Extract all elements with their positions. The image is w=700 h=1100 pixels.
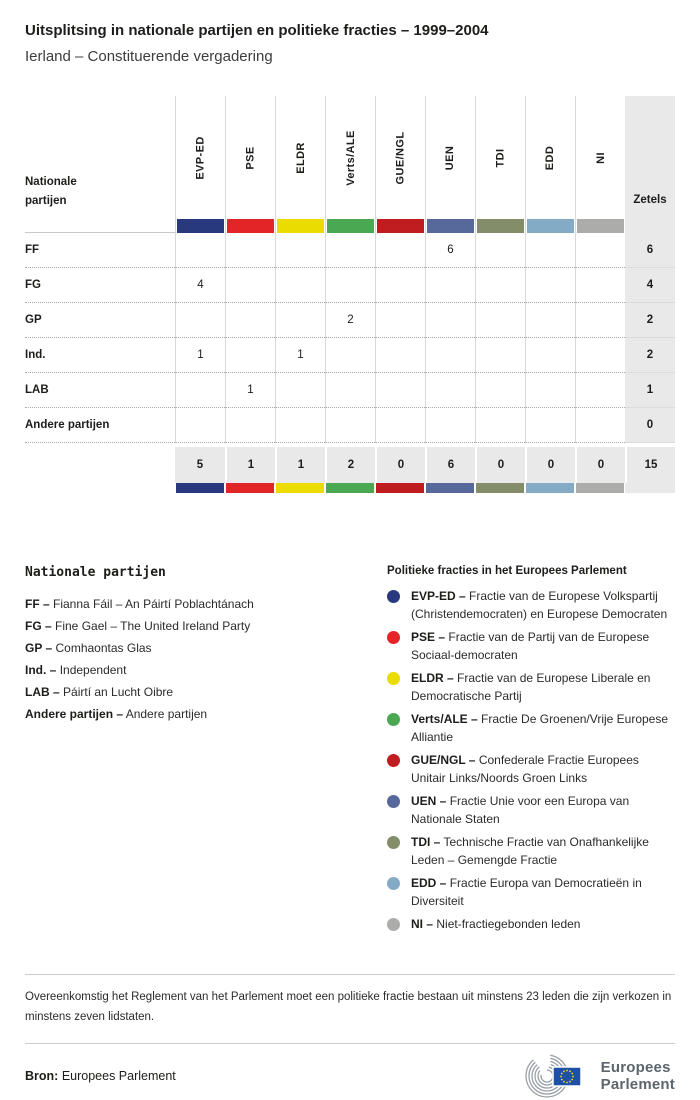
seats-cell: 2 xyxy=(625,303,675,338)
europees-parlement-logo xyxy=(513,1052,675,1100)
table-cell xyxy=(525,338,575,373)
row-header-cell xyxy=(25,96,175,219)
row-label: FG xyxy=(25,268,175,303)
table-cell xyxy=(425,268,475,303)
table-cell: 1 xyxy=(275,338,325,373)
legend-item-fg: FG – Fine Gael – The United Ireland Party xyxy=(25,619,251,633)
uen-dot-icon xyxy=(387,795,400,808)
logo-text: Europees Parlement xyxy=(600,1058,675,1093)
totals-seats-cell: 15 xyxy=(625,443,675,483)
table-cell xyxy=(525,373,575,408)
table-cell xyxy=(425,373,475,408)
ni-dot-icon xyxy=(387,918,400,931)
table-cell xyxy=(225,408,275,443)
table-cell xyxy=(325,338,375,373)
table-cell xyxy=(425,408,475,443)
table-cell: 4 xyxy=(175,268,225,303)
legend-item-ni: NI – Niet-fractiegebonden leden xyxy=(387,916,675,934)
color-bar-pse xyxy=(226,483,274,493)
divider xyxy=(25,1043,675,1044)
page-title: Uitsplitsing in nationale partijen en politieke fracties – 1999–2004 xyxy=(25,22,489,39)
table-cell xyxy=(225,268,275,303)
column-header-ni: NI xyxy=(575,96,625,219)
table-cell xyxy=(575,233,625,268)
row-header-label: Nationale partijen xyxy=(25,176,77,207)
totals-cell: 0 xyxy=(375,443,425,483)
color-bar-ni xyxy=(576,483,624,493)
legend-item-ind: Ind. – Independent xyxy=(25,663,127,677)
color-bar-gue-ngl xyxy=(376,483,424,493)
seats-table xyxy=(25,96,675,493)
column-header-gue-ngl: GUE/NGL xyxy=(375,96,425,219)
color-bar-uen xyxy=(427,219,474,233)
column-header-verts-ale: Verts/ALE xyxy=(325,96,375,219)
legend-item-uen: UEN – Fractie Unie voor een Europa van Nationale Staten xyxy=(387,793,675,828)
table-cell xyxy=(325,233,375,268)
table-cell xyxy=(325,373,375,408)
table-cell xyxy=(275,268,325,303)
table-cell xyxy=(475,233,525,268)
source xyxy=(25,1069,176,1083)
table-cell xyxy=(275,373,325,408)
legend-item-gp: GP – Comhaontas Glas xyxy=(25,641,152,655)
legend-item-tdi: TDI – Technische Fractie van Onafhankelijke Leden – Gemengde Fractie xyxy=(387,834,675,869)
legend-item-verts-ale: Verts/ALE – Fractie De Groenen/Vrije Europese Alliantie xyxy=(387,711,675,746)
evp-ed-dot-icon xyxy=(387,590,400,603)
national-parties-legend-title: Nationale partijen xyxy=(25,565,166,580)
column-header-tdi: TDI xyxy=(475,96,525,219)
table-cell xyxy=(575,373,625,408)
table-cell: 2 xyxy=(325,303,375,338)
legend-item-pse: PSE – Fractie van de Partij van de Europese Sociaal-democraten xyxy=(387,629,675,664)
political-groups-legend-title: Politieke fracties in het Europees Parlement xyxy=(387,565,627,577)
seats-column-header: Zetels xyxy=(625,96,675,219)
table-cell xyxy=(525,268,575,303)
legend-item-andere: Andere partijen – Andere partijen xyxy=(25,707,208,721)
table-cell: 1 xyxy=(225,373,275,408)
color-bar-uen xyxy=(426,483,474,493)
table-cell xyxy=(275,303,325,338)
table-cell xyxy=(375,233,425,268)
legend-item-gue-ngl: GUE/NGL – Confederale Fractie Europees Unitair Links/Noords Groen Links xyxy=(387,752,675,787)
national-parties-legend xyxy=(25,565,360,940)
totals-cell: 0 xyxy=(525,443,575,483)
table-cell xyxy=(475,373,525,408)
seats-column-spacer xyxy=(625,219,675,233)
color-bar-eldr xyxy=(276,483,324,493)
color-bar-evp-ed xyxy=(177,219,224,233)
totals-cell: 0 xyxy=(475,443,525,483)
totals-cell: 2 xyxy=(325,443,375,483)
color-bar-evp-ed xyxy=(176,483,224,493)
legend-item-lab: LAB – Páirtí an Lucht Oibre xyxy=(25,685,174,699)
table-cell xyxy=(575,338,625,373)
table-cell xyxy=(175,233,225,268)
column-header-evp-ed: EVP-ED xyxy=(175,96,225,219)
table-cell xyxy=(475,338,525,373)
color-bar-ni xyxy=(577,219,624,233)
table-cell xyxy=(225,338,275,373)
table-cell xyxy=(425,338,475,373)
totals-cell: 5 xyxy=(175,443,225,483)
table-cell: 1 xyxy=(175,338,225,373)
legend-item-eldr: ELDR – Fractie van de Europese Liberale en Democratische Partij xyxy=(387,670,675,705)
table-cell xyxy=(525,233,575,268)
verts-ale-dot-icon xyxy=(387,713,400,726)
page-subtitle: Ierland – Constituerende vergadering xyxy=(25,48,273,65)
table-cell xyxy=(375,408,425,443)
table-cell xyxy=(475,268,525,303)
table-cell xyxy=(325,268,375,303)
pse-dot-icon xyxy=(387,631,400,644)
table-cell: 6 xyxy=(425,233,475,268)
seats-column-footer xyxy=(625,483,675,493)
ep-hemicycle-icon xyxy=(513,1052,593,1100)
table-cell xyxy=(475,408,525,443)
color-bar-verts-ale xyxy=(326,483,374,493)
seats-cell: 0 xyxy=(625,408,675,443)
totals-cell: 1 xyxy=(225,443,275,483)
totals-cell: 0 xyxy=(575,443,625,483)
table-cell xyxy=(375,303,425,338)
table-cell xyxy=(225,233,275,268)
legend-item-evp-ed: EVP-ED – Fractie van de Europese Volkspartij (Christendemocraten) en Europese Democraten xyxy=(387,588,675,623)
edd-dot-icon xyxy=(387,877,400,890)
table-cell xyxy=(575,268,625,303)
table-cell xyxy=(175,373,225,408)
divider xyxy=(25,974,675,975)
eldr-dot-icon xyxy=(387,672,400,685)
color-bar-row-label-cell xyxy=(25,219,175,233)
tdi-dot-icon xyxy=(387,836,400,849)
legends xyxy=(25,565,675,940)
color-bar-verts-ale xyxy=(327,219,374,233)
totals-cell: 1 xyxy=(275,443,325,483)
totals-cell: 6 xyxy=(425,443,475,483)
table-cell xyxy=(175,303,225,338)
legend-item-ff: FF – Fianna Fáil – An Páirtí Poblachtánach xyxy=(25,597,254,611)
table-cell xyxy=(375,373,425,408)
table-cell xyxy=(225,303,275,338)
footnote: Overeenkomstig het Reglement van het Parlement moet een politieke fractie bestaan uit minstens 23 leden die zijn verkozen in minstens zeven lidstaten. xyxy=(25,990,672,1023)
source-value: Europees Parlement xyxy=(61,1068,176,1083)
seats-cell: 4 xyxy=(625,268,675,303)
table-cell xyxy=(575,303,625,338)
gue-ngl-dot-icon xyxy=(387,754,400,767)
table-cell xyxy=(475,303,525,338)
table-cell xyxy=(325,408,375,443)
seats-cell: 6 xyxy=(625,233,675,268)
table-cell xyxy=(275,233,325,268)
row-label: Andere partijen xyxy=(25,408,175,443)
seats-cell: 2 xyxy=(625,338,675,373)
color-bar-gue-ngl xyxy=(377,219,424,233)
column-header-pse: PSE xyxy=(225,96,275,219)
table-cell xyxy=(525,408,575,443)
table-cell xyxy=(375,338,425,373)
legend-item-edd: EDD – Fractie Europa van Democratieën in Diversiteit xyxy=(387,875,675,910)
color-bar-edd xyxy=(527,219,574,233)
column-header-uen: UEN xyxy=(425,96,475,219)
table-cell xyxy=(375,268,425,303)
color-bar-tdi xyxy=(476,483,524,493)
source-label: Bron: xyxy=(25,1068,59,1083)
table-cell xyxy=(525,303,575,338)
political-groups-legend xyxy=(387,565,675,940)
totals-row-label-cell xyxy=(25,443,175,483)
row-label: FF xyxy=(25,233,175,268)
table-cell xyxy=(175,408,225,443)
column-header-edd: EDD xyxy=(525,96,575,219)
table-cell xyxy=(575,408,625,443)
color-bar-pse xyxy=(227,219,274,233)
seats-cell: 1 xyxy=(625,373,675,408)
footer xyxy=(25,1052,675,1100)
color-bar-tdi xyxy=(477,219,524,233)
table-cell xyxy=(425,303,475,338)
color-bar-eldr xyxy=(277,219,324,233)
row-label: GP xyxy=(25,303,175,338)
table-cell xyxy=(275,408,325,443)
color-bar-edd xyxy=(526,483,574,493)
row-label: Ind. xyxy=(25,338,175,373)
row-label: LAB xyxy=(25,373,175,408)
column-header-eldr: ELDR xyxy=(275,96,325,219)
